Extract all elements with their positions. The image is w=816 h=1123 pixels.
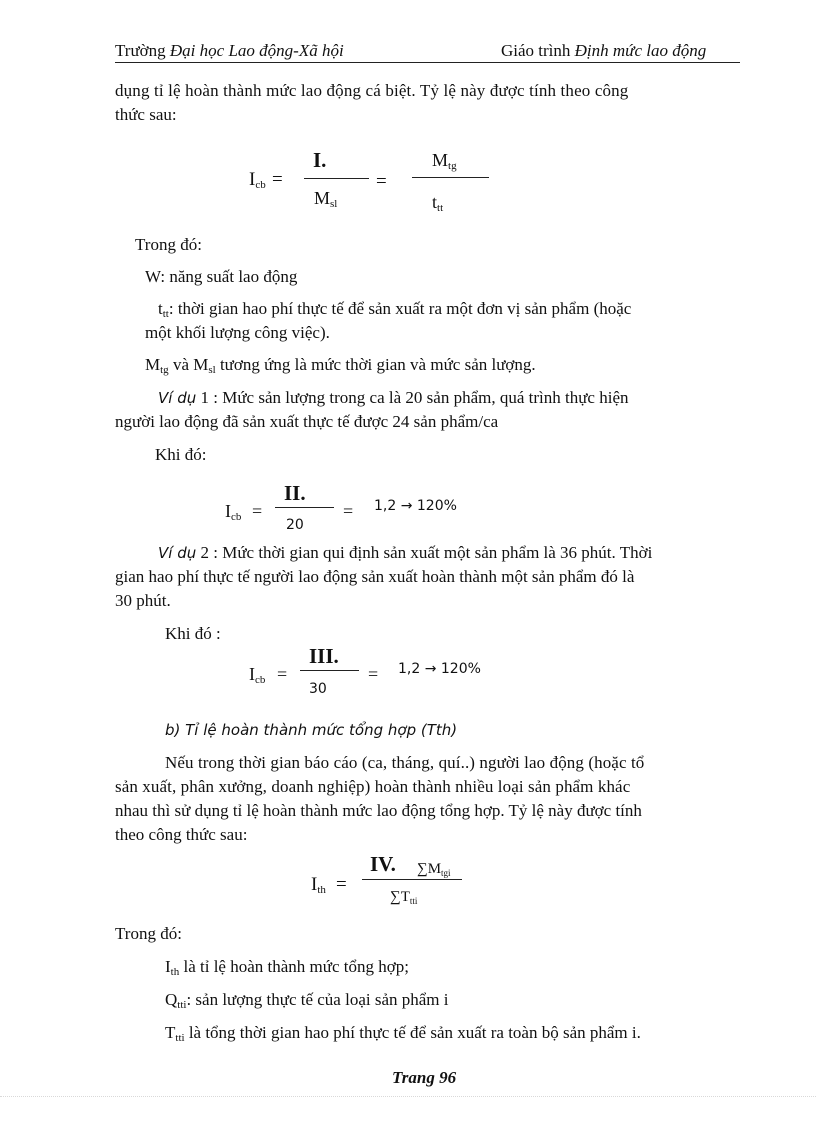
intro-line-2: thức sau:	[115, 105, 177, 124]
formula-1-bar2	[412, 177, 489, 178]
header-right	[501, 41, 706, 61]
formula-2-result: 1,2 → 120%	[374, 498, 457, 514]
formula-2-num: II.	[284, 481, 306, 505]
header-school-name: Đại học Lao động-Xã hội	[169, 41, 344, 60]
where-1-m: $M_{tg}$ và $M_{sl}$ tương ứng là mức thời gian và mức sản lượng.	[145, 355, 536, 376]
formula-1-eq2: =	[376, 171, 387, 192]
formula-3-den: 30	[309, 681, 327, 697]
formula-1-den1: $M_{sl}$	[314, 188, 338, 210]
header-school-prefix: Trường	[115, 41, 170, 60]
example-2-khi-do: Khi đó :	[165, 624, 221, 643]
where-1-t-line-1: $t_{tt}$: thời gian hao phí thực tế để sản xuất ra một đơn vị sản phẩm (hoặc	[158, 299, 632, 320]
formula-1-num2: $M_{tg}$	[432, 150, 457, 172]
formula-3-eq1: =	[277, 664, 288, 684]
section-b-line-2: sản xuất, phân xưởng, doanh nghiệp) hoàn thành nhiều loại sản phẩm khác	[115, 777, 631, 796]
formula-1-eq1: =	[272, 169, 283, 190]
header-rule	[115, 62, 740, 63]
formula-2-den: 20	[286, 517, 304, 533]
where-1-w: W: năng suất lao động	[145, 267, 298, 286]
formula-3-result: 1,2 → 120%	[398, 661, 481, 677]
page-number: Trang 96	[392, 1068, 457, 1087]
header-left	[115, 41, 344, 61]
formula-4-lhs: $I_{th}$	[311, 874, 326, 896]
header-book-title: Định mức lao động	[574, 41, 707, 60]
header-book-prefix: Giáo trình	[501, 41, 575, 60]
formula-4-eq: =	[336, 874, 347, 895]
example-2-line-1: Ví dụ 2 : Mức thời gian qui định sản xuất một sản phẩm là 36 phút. Thời	[158, 543, 653, 562]
formula-1-num1: I.	[313, 148, 327, 172]
intro-line-1: dụng tỉ lệ hoàn thành mức lao động cá biệt. Tỷ lệ này được tính theo công	[115, 81, 629, 100]
formula-1-lhs: $I_{cb}$	[249, 169, 266, 191]
formula-2-bar	[275, 507, 334, 508]
section-b-title: b) Tỉ lệ hoàn thành mức tổng hợp (Tth)	[165, 721, 458, 739]
where-1-t-line-2: một khối lượng công việc).	[145, 323, 330, 342]
example-1-line-2: người lao động đã sản xuất thực tế được 24 sản phẩm/ca	[115, 412, 499, 431]
section-b-line-4: theo công thức sau:	[115, 825, 248, 844]
where-2-i: $I_{th}$ là tỉ lệ hoàn thành mức tổng hợp;	[165, 957, 409, 978]
example-1-line-1: Ví dụ 1 : Mức sản lượng trong ca là 20 sản phẩm, quá trình thực hiện	[158, 388, 629, 407]
example-2-line-2: gian hao phí thực tế người lao động sản xuất hoàn thành một sản phẩm đó là	[115, 567, 635, 586]
section-b-line-1: Nếu trong thời gian báo cáo (ca, tháng, quí..) người lao động (hoặc tổ	[165, 753, 645, 772]
formula-1-bar1	[304, 178, 369, 179]
page-bottom-divider	[0, 1096, 816, 1097]
where-2-title: Trong đó:	[115, 924, 182, 943]
formula-4-num-sum: $\sum M_{tgi}$	[417, 861, 451, 878]
example-2-line-3: 30 phút.	[115, 591, 171, 610]
formula-4-num: IV.	[370, 852, 396, 876]
formula-3-eq2: =	[368, 664, 379, 684]
where-2-t: $T_{tti}$ là tổng thời gian hao phí thực tế để sản xuất ra toàn bộ sản phẩm i.	[165, 1023, 641, 1044]
formula-2-eq2: =	[343, 501, 354, 521]
formula-4-den: $\sum T_{tti}$	[390, 889, 418, 906]
where-2-q: $Q_{tti}$: sản lượng thực tế của loại sản phẩm i	[165, 990, 449, 1011]
formula-2-lhs: $I_{cb}$	[225, 501, 242, 523]
formula-1-den2: $t_{tt}$	[432, 192, 444, 214]
formula-4-bar	[362, 879, 462, 880]
formula-2-eq1: =	[252, 501, 263, 521]
formula-3-bar	[300, 670, 359, 671]
formula-3-num: III.	[309, 644, 339, 668]
formula-3-lhs: $I_{cb}$	[249, 664, 266, 686]
where-1-title: Trong đó:	[135, 235, 202, 254]
example-1-khi-do: Khi đó:	[155, 445, 207, 464]
section-b-line-3: nhau thì sử dụng tỉ lệ hoàn thành mức lao động tổng hợp. Tỷ lệ này được tính	[115, 801, 642, 820]
